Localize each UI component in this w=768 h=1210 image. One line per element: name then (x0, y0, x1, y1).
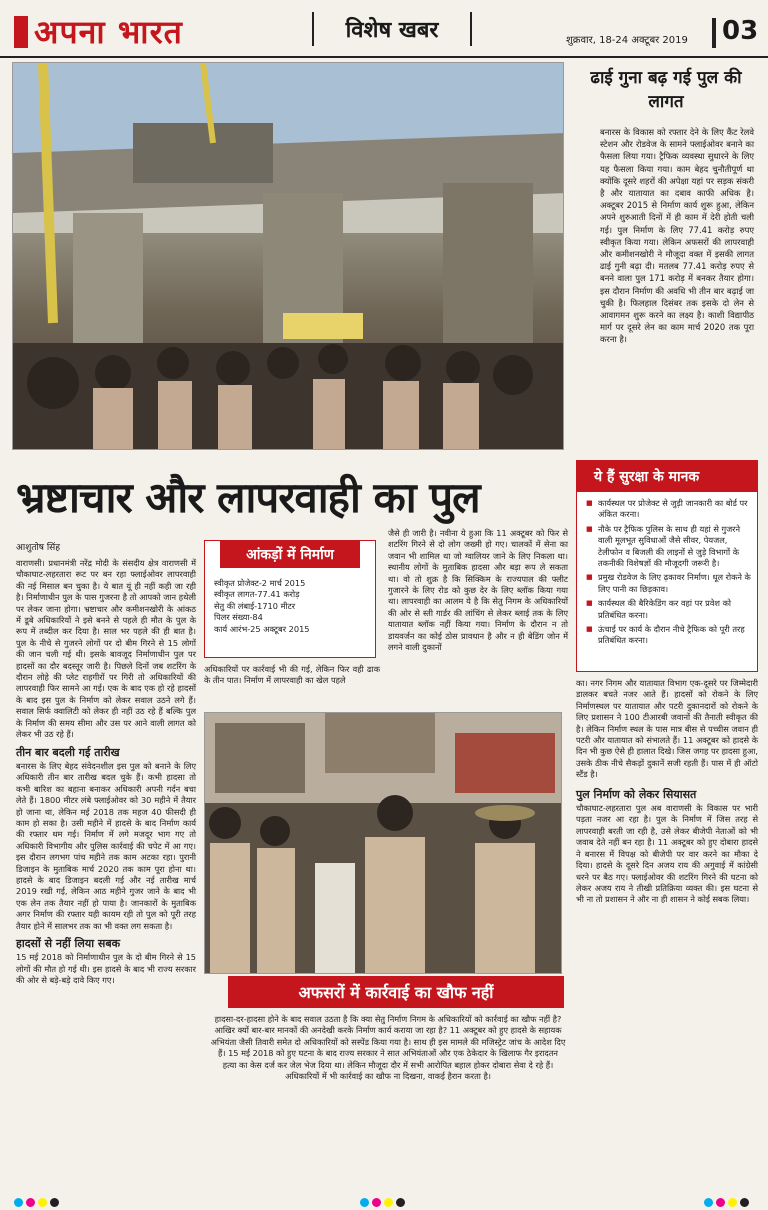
newspaper-title: अपना भारत (34, 13, 183, 51)
list-item: कार्य आरंभ-25 अक्टूबर 2015 (214, 623, 310, 634)
list-item: ■ नौके पर ट्रैफिक पुलिस के साथ ही यहां से गुजरने वाली मूलभूत सुविधाओं जैसे सीवर, पेयजल, टेलीफोन व बिजली की लाइनों से जुड़े विभागों के तकनीकी विशेषज्ञों की मौजूदगी जरूरी है। (586, 524, 752, 570)
registration-dot (360, 1198, 369, 1207)
masthead-mark (14, 16, 28, 48)
article-column-3: जैसे ही जारी है। नवीना ये हुआ कि 11 अक्टूबर को फिर से शटरिंग गिरने से दो लोग जख्मी हो गए। चालकों में सेना का जवान भी शामिल था जो ग्वालियर जाने के लिए निकला था। स्थानीय लोगों के मुताबिक हादसा और बड़ा रूप ले सकता था। वो तो शुक्र है कि सिक्किम के राज्यपाल की फ्लीट गुजारने के लिए रोड को कुछ देर के लिए ब्लॉक किया गया था। लापरवाही का आलम ये है कि सेतु निगम के अधिकारियों की ओर से स्ती गार्डर की लांचिंग से लेकर ब्लाई तक के लिए यातायात ब्लॉक नहीं किया गया। निर्माण के दौरान न तो डायवर्जन का कोई ठोस प्रावधान है और न ही बेडिंग जोन में लगने वाली दुकानों (388, 528, 568, 653)
inspection-illustration (205, 713, 562, 974)
safety-list (586, 498, 752, 650)
article-column-1 (16, 558, 196, 987)
registration-dot (704, 1198, 713, 1207)
list-item: ■ प्रमुख रोडवेज के लिए ढ़कावर निर्माण। धूल रोकने के लिए पानी का छिड़काव। (586, 572, 752, 595)
registration-dot (14, 1198, 23, 1207)
registration-dot (728, 1198, 737, 1207)
sidebar-headline: ढाई गुना बढ़ गई पुल की लागत (590, 68, 742, 112)
inspection-photo (204, 712, 562, 974)
stats-heading: आंकड़ों में निर्माण (220, 540, 360, 568)
list-item: ■ ऊंचाई पर कार्य के दौरान नीचे ट्रैफिक को पूरी तरह प्रतिबंधित करना। (586, 624, 752, 647)
page-divider (712, 18, 716, 48)
paragraph: वाराणसी। प्रधानमंत्री नरेंद्र मोदी के संसदीय क्षेत्र वाराणसी में चौकाघाट-लहरतारा रूट पर बन रहा फ्लाईओवर लापरवाही की नई मिसाल बन चुका है। ये बात यूं ही नहीं कही जा रही है। निर्माणाधीन पुल के पास गुजरना है तो आपको जान हथेली पर लेकर जाना होगा। भ्रष्टाचार और कमीशनखोरी के आंकठ में डूबे अधिकारियों ने इसे बनने से पहले ही मौत के पुल के रूप में तब्दील कर दिया है। साल भर पहले की ही बात है। पुल के नीचे से गुजरने लोगों पर दो बीम गिरने से 15 लोगों की जान चली गई थी। इसके बावजूद निर्माणाधीन पुल पर हादसों का दौर बदस्तूर जारी है। पिछले दिनों जब शटरिंग के दौरान लोहे की प्लेट राहगीरों पर गिरी तो अधिकारियों की लापरवाही फिर सामने आ गई। एक के बाद एक हो रहे हादसों के बाद इस पुल के निर्माण को लेकर सवाल उठने लगे हैं। सवाल सिर्फ क्वालिटी को लेकर ही नहीं उठ रहे हैं बल्कि पुल के निर्माण की समय सीमा और उस पर आने वाली लागत को लेकर भी उठ रहे हैं। (16, 558, 196, 740)
list-item: स्वीकृत लागत-77.41 करोड़ (214, 589, 300, 600)
paragraph: चौकाघाट-लहरतारा पुल अब वाराणसी के विकास पर भारी पड़ता नजर आ रहा है। पुल के निर्माण में जिस तरह से लापरवाही बरती जा रही है, उसे लेकर बीजेपी नेताओं को भी जवाब देते नहीं बन रहा है। 11 अक्टूबर को हुए दोबारा हादसे ने बनारस में विपक्ष को बीजेपी पर वार करने का मौका दे दिया। हादसे के दूसरे दिन अजय राय की अगुवाई में कांग्रेसी धरने पर बैठ गए। फ्लाईओवर की शटरिंग गिरने की घटना को लेकर अजय राय ने तीखी प्रतिक्रिया व्यक्त की। इस घटना से भी ना तो प्रशासन ने और ना ही शासन ने कोई सबक लिया। (576, 803, 758, 905)
paragraph: बनारस के लिए बेहद संवेदनशील इस पुल को बनाने के लिए अधिकारी तीन बार तारीख बदल चुके हैं। कभी हादसा तो कभी बारिश का बहाना बनाकर अधिकारी अपनी गर्दन बचा लेते हैं। 1800 मीटर लंबे फ्लाईओवर को 30 महीने में तैयार हो जाना था, लेकिन मई 2018 तक महज 40 फीसदी ही काम हो सका है। उसी महीने में हादसे के बाद निर्माण कार्य की रफ्तार थम गई। निर्माण में लगे मजदूर भाग गए तो अधिकारी विभागीय और पुलिस कार्रवाई की चपेट में आ गए। इस दौरान लगभग पांच महीने तक काम अटका रहा। पुरानी डिजाइन के मुताबिक मार्च 2020 तक काम पूरा होना था। हादसे के बाद डिजाइन बदली गई और नई तारीख मार्च 2019 रखी गई, लेकिन आठ महीने गुजर जाने के बाद भी एक लेन तक तैयार नहीं हो पाया है। जानकारों के मुताबिक अगर निर्माण की रफ्तार यही कायम रही तो पुल को पूरी तरह तैयार होने में सालभर तक का भी वक्त लग सकता है। (16, 760, 196, 931)
list-item: पिलर संख्या-84 (214, 612, 263, 623)
registration-dot (716, 1198, 725, 1207)
list-item: ■ कार्यस्थल पर प्रोजेक्ट से जुड़ी जानकारी का बोर्ड पर अंकित करना। (586, 498, 752, 521)
flyover-illustration (13, 63, 564, 450)
paragraph: का। नगर निगम और यातायात विभाग एक-दूसरे पर जिम्मेदारी डालकर बचते नजर आते हैं। हादसों को रोकने के लिए निर्माणस्थल पर यातायात और पटरी दुकानदारों को रोकने के लिए प्रशासन ने 100 टीआरबी जवानों की तैनाती स्वीकृत की है। लेकिन निर्माण स्थल के पास मात्र बीस से पच्चीस जवान ही पटरी और यातायात को संभालते हैं। 11 अक्टूबर को हादसे के दिन भी कुछ ऐसे ही हालात दिखे। जिस जगह पर हादसा हुआ, उसके ठीक नीचे सैकड़ों दुकानें सजी रहती हैं। पास में ही ऑटो स्टैंड है। (576, 678, 758, 780)
page-number: 03 (722, 16, 759, 46)
issue-date: शुक्रवार, 18-24 अक्टूबर 2019 (566, 35, 688, 46)
subheading: हादसों से नहीं लिया सबक (16, 937, 121, 950)
main-headline: भ्रष्टाचार और लापरवाही का पुल (16, 473, 480, 522)
registration-dot (38, 1198, 47, 1207)
byline: आशुतोष सिंह (16, 543, 61, 553)
flyover-photo (12, 62, 564, 450)
article-column-2: अधिकारियों पर कार्रवाई भी की गई, लेकिन फिर वही ढाक के तीन पात। निर्माण में लापरवाही का खेल पहले (204, 664, 380, 686)
sidebar-article-body: बनारस के विकास को रफ्तार देने के लिए कैंट रेलवे स्टेशन और रोडवेज के सामने फ्लाईओवर बनाने का फैसला लिया गया। ट्रैफिक व्यवस्था सुधारने के लिए यह फैसला किया गया। काम बेहद चुनौतीपूर्ण था क्योंकि दूसरे शहरों की अपेक्षा यहां पर सड़क संकरी है और यातायात का दबाव काफी अधिक है। अक्टूबर 2015 से निर्माण कार्य शुरू हुआ, लेकिन अपने शुरुआती दिनों में ही काम में देरी होती चली गई। पुल निर्माण के लिए 77.41 करोड़ रुपए स्वीकृत किया गया। लेकिन अफसरों की लापरवाही और कमीशनखोरी ने मौजूदा वक्त में इसकी लागत ढाई गुनी बढ़ा दी। मतलब 77.41 करोड़ रुपए से बनने वाला पुल 171 करोड़ में बनकर तैयार होगा। इस दौरान निर्माण की अवधि भी तीन बार बढ़ाई जा चुकी है। फिलहाल दिसंबर तक इसके दो लेन से आवागमन शुरू करने का लक्ष्य है। काशी विद्यापीठ मार्ग पर दूसरे लेन का काम मार्च 2020 तक पूरा करना है। (600, 127, 754, 345)
list-item: ■ कार्यस्थल की बैरिकेडिंग कर वहां पर प्रवेश को प्रतिबंधित करना। (586, 598, 752, 621)
registration-dot (396, 1198, 405, 1207)
registration-dot (50, 1198, 59, 1207)
registration-dot (384, 1198, 393, 1207)
stats-list (214, 578, 372, 635)
officials-body: हादसा-दर-हादसा होने के बाद सवाल उठता है कि क्या सेतु निर्माण निगम के अधिकारियों को कार्रवाई का खौफ नहीं है? आखिर क्यों बार-बार मानकों की अनदेखी करके निर्माण कार्य कराया जा रहा है? 11 अक्टूबर को हुए हादसे के सहायक अभियंता जैसी तिवारी समेत दो अधिकारियों को सस्पेंड किया गया है। साथ ही इस मामले की मजिस्ट्रेट जांच के आदेश दिए हैं। 15 मई 2018 को हुए घटना के बाद राज्य सरकार ने सात अभियंताओं और एक ठेकेदार के खिलाफ गैर इरादतन हत्या का केस दर्ज कर जेल भेज दिया था। लेकिन मौजूदा दौर में सभी आरोपित बहाल होकर दोबारा सेवा दे रहे हैं। अधिकारियों में भी कार्रवाई का खौफ ना दिखना, वाकई हैरान करता है। (210, 1014, 566, 1082)
registration-dot (372, 1198, 381, 1207)
section-label: विशेष खबर (312, 12, 472, 46)
list-item: स्वीकृत प्रोजेक्ट-2 मार्च 2015 (214, 578, 306, 588)
subheading: पुल निर्माण को लेकर सियासत (576, 787, 697, 801)
officials-heading: अफसरों में कार्रवाई का खौफ नहीं (228, 976, 564, 1008)
paragraph: 15 मई 2018 को निर्माणाधीन पुल के दो बीम गिरने से 15 लोगों की मौत हो गई थी। इस हादसे के बाद भी राज्य सरकार की ओर से बड़े-बड़े दावे किए गए। (16, 952, 196, 986)
safety-heading: ये हैं सुरक्षा के मानक (576, 460, 758, 492)
list-item: सेतु की लंबाई-1710 मीटर (214, 600, 296, 611)
article-column-4 (576, 678, 758, 906)
registration-dot (740, 1198, 749, 1207)
subheading: तीन बार बदली गई तारीख (16, 745, 120, 759)
registration-dot (26, 1198, 35, 1207)
